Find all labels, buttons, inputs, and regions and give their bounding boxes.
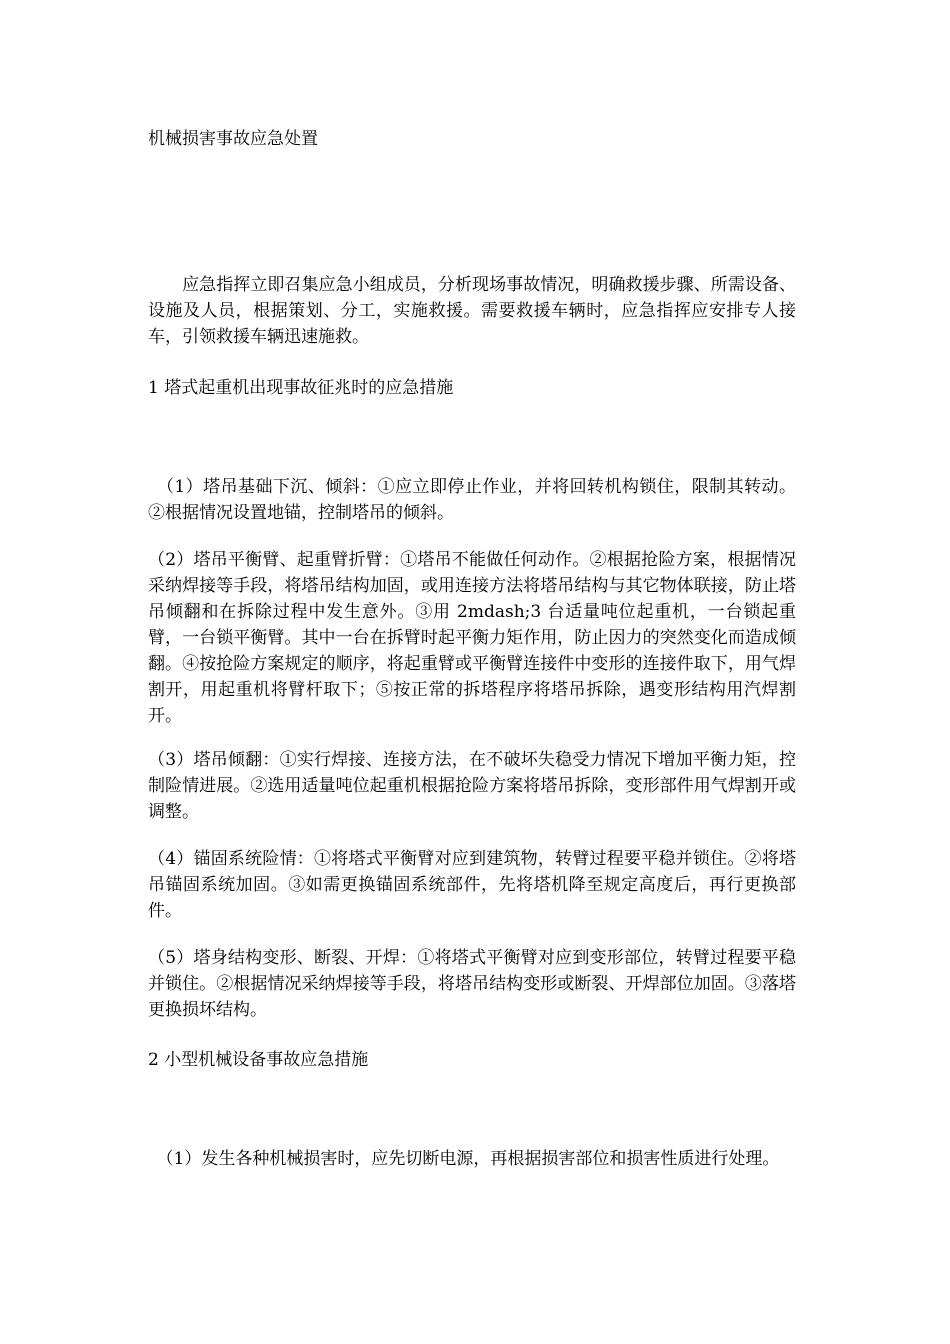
section-1-item-1: （1）塔吊基础下沉、倾斜：①应立即停止作业，并将回转机构锁住，限制其转动。②根据情况设置地锚，控制塔吊的倾斜。	[148, 477, 796, 523]
section-1-item-3: （3）塔吊倾翻：①实行焊接、连接方法，在不破坏失稳受力情况下增加平衡力矩，控制险情进展。②选用适量吨位起重机根据抢险方案将塔吊拆除，变形部件用气焊割开或调整。	[148, 750, 796, 822]
section-2-heading: 2 小型机械设备事故应急措施	[148, 1050, 369, 1070]
section-1-item-2: （2）塔吊平衡臂、起重臂折臂：①塔吊不能做任何动作。②根据抢险方案，根据情况采纳焊接等手段，将塔吊结构加固，或用连接方法将塔吊结构与其它物体联接，防止塔吊倾翻和在拆除过程中发生意外。③用 2mdash;3 台适量吨位起重机，一台锁起重臂，一台锁平衡臂。其中一台在拆臂时起平衡力矩作用，防止因力的突然变化而造成倾翻。④按抢险方案规定的顺序，将起重臂或平衡臂连接件中变形的连接件取下，用气焊割开，用起重机将臂杆取下；⑤按正常的拆塔程序将塔吊拆除，遇变形结构用汽焊割开。	[148, 550, 796, 726]
section-1-item-5: （5）塔身结构变形、断裂、开焊：①将塔式平衡臂对应到变形部位，转臂过程要平稳并锁住。②根据情况采纳焊接等手段，将塔吊结构变形或断裂、开焊部位加固。③落塔更换损坏结构。	[148, 948, 796, 1020]
document-title: 机械损害事故应急处置	[148, 129, 318, 149]
section-2-item-1: （1）发生各种机械损害时，应先切断电源，再根据损害部位和损害性质进行处理。	[148, 1149, 780, 1169]
section-1-heading: 1 塔式起重机出现事故征兆时的应急措施	[148, 378, 454, 398]
intro-paragraph: 应急指挥立即召集应急小组成员，分析现场事故情况，明确救援步骤、所需设备、设施及人员，根据策划、分工，实施救援。需要救援车辆时，应急指挥应安排专人接车，引领救援车辆迅速施救。	[148, 275, 796, 347]
section-1-item-4: （4）锚固系统险情：①将塔式平衡臂对应到建筑物，转臂过程要平稳并锁住。②将塔吊锚固系统加固。③如需更换锚固系统部件，先将塔机降至规定高度后，再行更换部件。	[148, 849, 796, 921]
